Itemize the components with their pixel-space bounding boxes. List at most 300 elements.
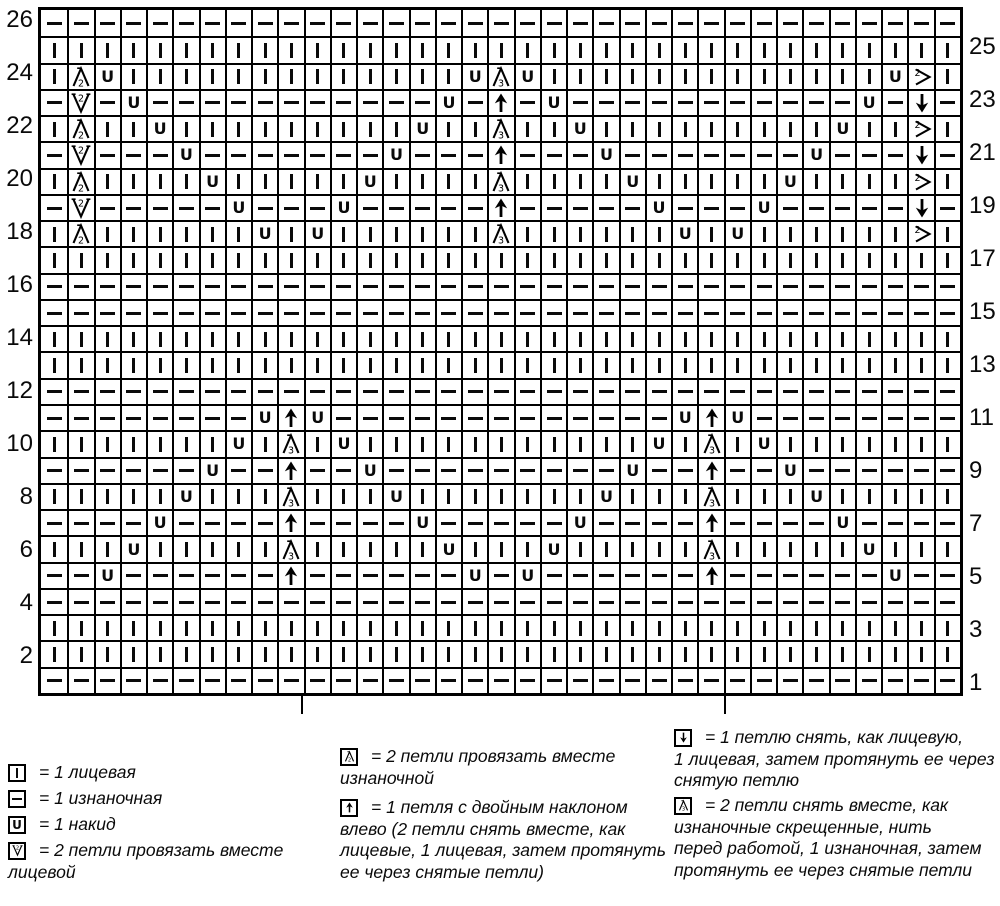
chart-cell <box>829 325 855 351</box>
purl-symbol <box>468 679 483 682</box>
knit-symbol <box>684 437 687 452</box>
purl-symbol <box>205 154 220 157</box>
knit-symbol <box>841 332 844 347</box>
knit-symbol <box>841 621 844 636</box>
chart-cell <box>645 273 671 299</box>
purl-symbol <box>126 574 141 577</box>
purl-symbol <box>835 207 850 210</box>
chart-cell <box>750 141 776 167</box>
purl-symbol <box>809 285 824 288</box>
purl-symbol <box>520 22 535 25</box>
chart-cell <box>592 640 618 666</box>
chart-cell <box>776 115 802 141</box>
chart-cell <box>304 273 330 299</box>
chart-cell <box>514 640 540 666</box>
knit-symbol <box>185 621 188 636</box>
yarnover-symbol: U <box>888 565 902 585</box>
chart-cell <box>461 457 487 483</box>
knit-symbol <box>106 43 109 58</box>
purl-symbol <box>940 22 955 25</box>
yarnover-symbol: U <box>652 434 666 454</box>
knit-symbol <box>684 621 687 636</box>
chart-cell <box>907 562 933 588</box>
chart-cell <box>225 535 251 561</box>
chart-cell <box>829 588 855 614</box>
purl-symbol <box>520 285 535 288</box>
purl-symbol <box>415 154 430 157</box>
knit-symbol <box>474 174 477 189</box>
chart-cell <box>251 404 277 430</box>
chart-cell <box>461 10 487 36</box>
chart-cell <box>855 10 881 36</box>
purl-symbol <box>494 522 509 525</box>
knit-symbol <box>447 358 450 373</box>
knit-symbol <box>815 647 818 662</box>
chart-cell <box>487 430 513 456</box>
chart-cell <box>251 194 277 220</box>
knit-symbol <box>80 621 83 636</box>
chart-cell <box>592 89 618 115</box>
chart-cell <box>829 404 855 430</box>
chart-cell <box>409 430 435 456</box>
purl-symbol <box>757 522 772 525</box>
knit-symbol <box>264 122 267 137</box>
chart-cell <box>750 220 776 246</box>
purl-symbol <box>888 522 903 525</box>
yarnover-symbol: U <box>127 539 141 559</box>
chart-cell <box>881 640 907 666</box>
knit-symbol <box>106 647 109 662</box>
knit-symbol <box>211 332 214 347</box>
purl-symbol <box>468 101 483 104</box>
chart-cell <box>356 299 382 325</box>
purl-symbol <box>940 390 955 393</box>
chart-cell <box>592 246 618 272</box>
knit-symbol <box>841 174 844 189</box>
chart-cell <box>881 457 907 483</box>
knit-symbol <box>605 174 608 189</box>
chart-cell <box>697 404 723 430</box>
chart-cell <box>514 194 540 220</box>
yarnover-symbol: U <box>12 817 22 832</box>
chart-cell <box>225 588 251 614</box>
purl-symbol <box>74 22 89 25</box>
knit-symbol <box>894 358 897 373</box>
chart-cell <box>435 194 461 220</box>
chart-cell <box>697 36 723 62</box>
chart-cell <box>225 10 251 36</box>
knit-symbol <box>526 43 529 58</box>
row-number-26: 26 <box>6 6 33 34</box>
chart-cell <box>461 404 487 430</box>
knit-symbol <box>474 358 477 373</box>
chart-cell <box>671 640 697 666</box>
knit-symbol <box>369 358 372 373</box>
svg-text:2: 2 <box>914 67 921 79</box>
knit-symbol <box>789 227 792 242</box>
chart-cell <box>487 667 513 693</box>
chart-cell <box>855 220 881 246</box>
knit-symbol <box>789 437 792 452</box>
knit-symbol <box>316 542 319 557</box>
knit-symbol <box>80 437 83 452</box>
chart-cell <box>645 509 671 535</box>
chart-cell <box>881 10 907 36</box>
knit-symbol <box>132 489 135 504</box>
chart-cell <box>487 36 513 62</box>
chart-cell <box>487 457 513 483</box>
legend-symbol-box <box>340 799 358 817</box>
purl-symbol <box>179 417 194 420</box>
chart-cell <box>120 273 146 299</box>
chart-cell <box>94 509 120 535</box>
chart-cell <box>802 325 828 351</box>
knit-symbol <box>159 489 162 504</box>
purl-symbol <box>415 417 430 420</box>
knit-symbol <box>763 174 766 189</box>
knit-symbol <box>920 489 923 504</box>
purl-symbol <box>652 285 667 288</box>
knit-symbol <box>447 253 450 268</box>
chart-cell <box>330 535 356 561</box>
chart-cell <box>881 141 907 167</box>
chart-cell <box>540 168 566 194</box>
knit-symbol <box>264 542 267 557</box>
chart-cell <box>120 640 146 666</box>
chart-cell <box>251 246 277 272</box>
chart-cell <box>750 246 776 272</box>
chart-cell <box>120 351 146 377</box>
legend-item-slip1-knit1-pass-over <box>674 727 963 749</box>
purl-symbol <box>126 390 141 393</box>
knit-symbol <box>684 43 687 58</box>
knit-symbol <box>53 647 56 662</box>
chart-cell <box>934 509 960 535</box>
chart-cell <box>566 194 592 220</box>
chart-cell <box>619 457 645 483</box>
knit-symbol <box>684 253 687 268</box>
purl-symbol <box>179 469 194 472</box>
purl-symbol <box>258 285 273 288</box>
chart-cell <box>225 483 251 509</box>
chart-cell <box>304 351 330 377</box>
chart-cell <box>697 430 723 456</box>
chart-cell <box>251 535 277 561</box>
purl-symbol <box>783 207 798 210</box>
chart-cell <box>934 273 960 299</box>
purl-symbol <box>809 469 824 472</box>
chart-cell <box>41 404 67 430</box>
purl-symbol <box>363 574 378 577</box>
knit-symbol <box>369 489 372 504</box>
chart-cell <box>277 588 303 614</box>
chart-cell <box>514 325 540 351</box>
chart-cell <box>94 562 120 588</box>
chart-cell <box>671 667 697 693</box>
chart-cell <box>382 63 408 89</box>
chart-cell <box>776 457 802 483</box>
chart-cell <box>41 430 67 456</box>
knit-symbol <box>474 253 477 268</box>
chart-cell <box>566 10 592 36</box>
svg-text:3: 3 <box>498 78 505 89</box>
knit-symbol <box>342 621 345 636</box>
knit-symbol <box>631 122 634 137</box>
chart-cell <box>225 63 251 89</box>
chart-cell <box>724 168 750 194</box>
purl-symbol <box>652 601 667 604</box>
chart-cell <box>724 378 750 404</box>
purl-symbol <box>809 601 824 604</box>
chart-cell <box>907 36 933 62</box>
purl-symbol <box>310 601 325 604</box>
chart-cell <box>514 457 540 483</box>
yarnover-symbol: U <box>101 66 115 86</box>
chart-cell <box>697 194 723 220</box>
chart-cell <box>461 325 487 351</box>
chart-cell <box>619 141 645 167</box>
purl-symbol <box>678 154 693 157</box>
purl-symbol <box>284 679 299 682</box>
chart-cell <box>724 89 750 115</box>
chart-cell <box>225 562 251 588</box>
chart-cell <box>514 667 540 693</box>
chart-cell <box>94 141 120 167</box>
purl-symbol <box>100 390 115 393</box>
knit-symbol <box>53 489 56 504</box>
knit-symbol <box>159 69 162 84</box>
purl-symbol <box>258 207 273 210</box>
chart-cell <box>225 168 251 194</box>
chart-cell <box>67 404 93 430</box>
chart-cell <box>277 220 303 246</box>
purl-symbol <box>47 469 62 472</box>
purl-symbol <box>573 574 588 577</box>
chart-cell <box>461 141 487 167</box>
purl-symbol <box>153 154 168 157</box>
purl-symbol <box>888 679 903 682</box>
chart-cell <box>487 168 513 194</box>
purl-symbol <box>783 154 798 157</box>
chart-cell <box>881 36 907 62</box>
purl-symbol <box>468 469 483 472</box>
chart-cell <box>881 63 907 89</box>
purl-symbol <box>573 469 588 472</box>
knit-symbol <box>710 122 713 137</box>
purl-symbol <box>652 390 667 393</box>
chart-cell <box>645 640 671 666</box>
chart-cell <box>592 299 618 325</box>
chart-cell <box>94 325 120 351</box>
chart-cell <box>829 194 855 220</box>
purl-symbol <box>231 390 246 393</box>
chart-cell <box>172 535 198 561</box>
chart-cell <box>934 457 960 483</box>
chart-cell <box>330 509 356 535</box>
knit-symbol <box>106 542 109 557</box>
chart-cell <box>697 10 723 36</box>
knit-symbol <box>946 253 949 268</box>
purl-symbol <box>625 22 640 25</box>
chart-cell <box>199 667 225 693</box>
chart-cell <box>277 457 303 483</box>
legend-item-purl-2-together <box>340 746 615 768</box>
chart-cell <box>697 457 723 483</box>
purl-symbol <box>389 390 404 393</box>
row-number-6: 6 <box>19 536 33 564</box>
chart-cell <box>146 667 172 693</box>
row-number-1: 1 <box>969 668 983 696</box>
purl-symbol <box>625 154 640 157</box>
chart-cell <box>199 115 225 141</box>
chart-cell <box>120 168 146 194</box>
chart-cell <box>67 89 93 115</box>
knit-symbol <box>132 174 135 189</box>
chart-cell <box>907 640 933 666</box>
chart-cell <box>907 351 933 377</box>
chart-cell <box>750 614 776 640</box>
purl-symbol <box>678 469 693 472</box>
knit-symbol <box>421 358 424 373</box>
chart-cell <box>934 325 960 351</box>
chart-cell <box>120 63 146 89</box>
knit-symbol <box>80 358 83 373</box>
chart-cell <box>146 220 172 246</box>
knit-symbol <box>264 437 267 452</box>
chart-cell <box>907 168 933 194</box>
yarnover-symbol: U <box>206 171 220 191</box>
knit-symbol <box>316 332 319 347</box>
purl-symbol <box>862 285 877 288</box>
knit-symbol <box>474 437 477 452</box>
chart-cell <box>94 273 120 299</box>
chart-cell <box>907 378 933 404</box>
chart-cell <box>881 89 907 115</box>
purl-symbol <box>205 207 220 210</box>
purl-symbol <box>783 601 798 604</box>
chart-cell <box>881 220 907 246</box>
chart-cell <box>487 325 513 351</box>
purl-symbol <box>205 417 220 420</box>
chart-cell <box>829 667 855 693</box>
purl-symbol <box>888 101 903 104</box>
row-number-7: 7 <box>969 509 983 537</box>
chart-cell <box>120 10 146 36</box>
chart-cell <box>855 325 881 351</box>
skp-arrow-icon <box>910 91 934 115</box>
chart-cell <box>461 378 487 404</box>
knit-symbol <box>946 542 949 557</box>
chart-cell <box>146 115 172 141</box>
chart-cell <box>487 194 513 220</box>
chart-cell <box>750 299 776 325</box>
purl-symbol <box>625 601 640 604</box>
chart-cell <box>907 63 933 89</box>
chart-cell <box>724 351 750 377</box>
purl-symbol <box>573 154 588 157</box>
purl-symbol <box>547 574 562 577</box>
chart-cell <box>881 325 907 351</box>
chart-cell <box>487 640 513 666</box>
purl-symbol <box>205 574 220 577</box>
chart-cell <box>409 273 435 299</box>
chart-cell <box>41 273 67 299</box>
purl-symbol <box>547 601 562 604</box>
chart-cell <box>304 141 330 167</box>
sl2-purl1-psso-symbol <box>489 170 513 194</box>
chart-cell <box>540 89 566 115</box>
chart-cell <box>645 325 671 351</box>
purl-symbol <box>310 285 325 288</box>
knit-symbol <box>211 43 214 58</box>
knit-symbol <box>132 647 135 662</box>
chart-cell <box>461 562 487 588</box>
yarnover-symbol: U <box>179 145 193 165</box>
chart-cell <box>540 509 566 535</box>
legend-symbol-box <box>8 816 26 834</box>
purl-symbol <box>862 574 877 577</box>
chart-cell <box>409 640 435 666</box>
chart-cell <box>592 614 618 640</box>
chart-cell <box>776 89 802 115</box>
chart-cell <box>225 36 251 62</box>
purl-symbol <box>573 601 588 604</box>
purl-symbol <box>126 601 141 604</box>
row-number-20: 20 <box>6 165 33 193</box>
knit-symbol <box>579 253 582 268</box>
chart-cell <box>172 562 198 588</box>
chart-cell <box>199 509 225 535</box>
knit-symbol <box>53 437 56 452</box>
chart-cell <box>724 141 750 167</box>
chart-cell <box>225 141 251 167</box>
knit-symbol <box>579 621 582 636</box>
chart-cell <box>304 36 330 62</box>
yarnover-symbol: U <box>468 565 482 585</box>
chart-cell <box>487 246 513 272</box>
chart-cell <box>724 194 750 220</box>
knit-symbol <box>474 43 477 58</box>
knit-symbol <box>290 253 293 268</box>
skp-arrow-icon <box>910 143 934 167</box>
purl-symbol <box>940 469 955 472</box>
chart-cell <box>251 562 277 588</box>
purl-symbol <box>126 417 141 420</box>
row-number-9: 9 <box>969 456 983 484</box>
purl-symbol <box>310 522 325 525</box>
chart-cell <box>645 194 671 220</box>
knit-symbol <box>605 253 608 268</box>
chart-cell <box>304 378 330 404</box>
chart-cell <box>67 483 93 509</box>
chart-cell <box>435 63 461 89</box>
knit-symbol <box>894 227 897 242</box>
knit-symbol <box>526 621 529 636</box>
purl-symbol <box>704 390 719 393</box>
purl-symbol <box>205 390 220 393</box>
purl-symbol <box>468 22 483 25</box>
purl-symbol <box>494 679 509 682</box>
chart-cell <box>540 36 566 62</box>
knit-symbol <box>868 43 871 58</box>
chart-cell <box>855 273 881 299</box>
knit-symbol <box>841 227 844 242</box>
purl-symbol <box>258 312 273 315</box>
svg-text:3: 3 <box>708 445 715 457</box>
chart-cell <box>671 562 697 588</box>
knit-symbol <box>763 542 766 557</box>
chart-cell <box>330 430 356 456</box>
